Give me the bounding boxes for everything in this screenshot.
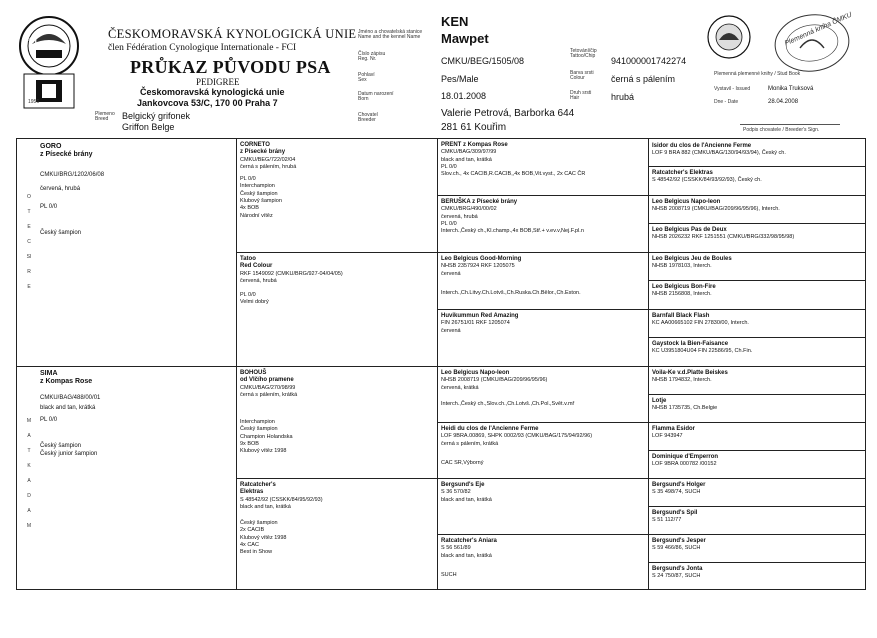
dog-name: Voila-Ke v.d.Platte Beiskes (652, 370, 728, 376)
row-divider (437, 534, 866, 535)
gen4-cell (652, 426, 695, 441)
col-divider-2 (437, 138, 438, 590)
dog-name: Barnfall Black Flash (652, 313, 710, 319)
dog-titles: SUCH (441, 571, 457, 578)
dog-titles: Interch.,Český ch.,Slov.ch.,Ch.Lotvš.,Ch.Pol.,Svět.v.mř (441, 400, 575, 407)
gen4-cell (652, 227, 794, 242)
fci-logo (18, 14, 80, 110)
sire-reg: CMKU/BRG/1202/06/08 (40, 172, 105, 178)
dog-colour: červená, krátká (441, 384, 479, 391)
dog-title: Český šampion (240, 426, 278, 433)
dog-name: Gaystock la Bien-Faisance (652, 341, 729, 347)
gen4-cell (652, 170, 762, 185)
sire-hd: PL 0/0 (40, 204, 58, 210)
seal-icon (706, 14, 752, 60)
dog-title: 9x BOB (240, 441, 259, 448)
dog-name: Leo Belgicus Napo-leon (652, 199, 721, 205)
dog-reg: S 36 570/82 (441, 489, 471, 496)
dog-hd: PL 0/0 (240, 292, 256, 299)
dog-title: Best in Show (240, 549, 273, 556)
row-divider (437, 195, 866, 196)
gen4-cell (652, 341, 752, 356)
dog-detail: NHSB 1735735, Ch.Belgie (652, 405, 718, 412)
dam-hd: PL 0/0 (40, 417, 58, 423)
dog-name: Bergsund's Holger (652, 482, 706, 488)
issuer-name: Českomoravská kynologická unie (140, 87, 285, 97)
gen4-cell (652, 370, 728, 385)
dog-detail: NHSB 2008719 (CMKU/BAG/209/96/95/96), Interch. (652, 206, 780, 213)
gen4-cell (652, 199, 780, 214)
issuer-address: Jankovcova 53/C, 170 00 Praha 7 (137, 98, 278, 108)
dog-detail: S 24 750/87, SUCH (652, 573, 701, 580)
dog-name-1: KEN (441, 14, 469, 29)
dob-label: Datum narození Born (358, 91, 394, 102)
chip-value: 941000001742274 (611, 56, 687, 66)
dog-detail: KC U3951804U04 FIN 22586/95, Ch.Fin. (652, 348, 753, 355)
dog-reg: CMKU/BEG/722/02/04 (240, 156, 296, 163)
dog-reg: NHSB 2357924 RKF 1205075 (441, 263, 515, 270)
dog-title: Interchampion (240, 419, 275, 426)
dob-value: 18.01.2008 (441, 91, 487, 101)
dog-title: Velmi dobrý (240, 299, 269, 306)
row-divider (648, 280, 866, 281)
row-divider (648, 166, 866, 167)
sign-label: Podpis chovatele / Breeder's Sign. (743, 127, 820, 133)
dog-reg: S 56 561/89 (441, 545, 471, 552)
dog-title: 4x CAC (240, 542, 259, 549)
dog-title: Champion Holandska (240, 433, 293, 440)
issued-by: Monika Truksová (768, 86, 814, 92)
dam-kennel: z Kompas Rose (40, 378, 93, 385)
breeder-label: Chovatel Breeder (358, 112, 378, 123)
coat-value: hrubá (611, 92, 635, 102)
dog-detail: S 51 112/77 (652, 517, 682, 524)
dog-reg: LOF 9BRA.00869, SHPK 0002/93 (CMKU/BAG/175/94/92/96) (441, 433, 593, 440)
breed-cz: Belgický grifonek (122, 111, 191, 121)
dog-colour: black and tan, krátká (441, 496, 492, 503)
dog-title: 4x BOB (240, 205, 259, 212)
row-divider (236, 478, 866, 479)
dam-title-2: Český junior šampion (40, 451, 98, 457)
dog-detail: S 59 466/86, SUCH (652, 545, 701, 552)
dog-name: BOHOUŠ (240, 370, 267, 376)
fci-logo-text: FCI (24, 36, 37, 45)
dog-name: Leo Belgicus Bon-Fire (652, 284, 716, 290)
reg-no: CMKU/BEG/1505/08 (441, 56, 525, 66)
breed-en: Griffon Belge (122, 122, 175, 132)
dog-name: Dominique d'Emperron (652, 454, 719, 460)
gen4-cell (652, 143, 786, 158)
dog-name: Ratcatcher's Elektras (652, 170, 713, 176)
breed-label: Plemeno Breed (95, 111, 115, 122)
dog-name: Lotje (652, 398, 667, 404)
dog-colour: černá s pálením, hrubá (240, 163, 297, 170)
dam-reg: CMKU/BAG/488/00/01 (40, 395, 101, 401)
col-divider-3 (648, 138, 649, 590)
dog-name: Leo Belgicus Good-Morning (441, 256, 522, 262)
dog-reg: CMKU/BAG/309/97/99 (441, 149, 497, 156)
dog-name: Ratcatcher's Aniara (441, 538, 497, 544)
sss-cell (441, 142, 585, 178)
dog-detail: NHSB 2026232 RKF 1251551 (CMKU/BRG/332/98/95/98) (652, 234, 795, 241)
gen4-cell (652, 510, 697, 525)
org-name: ČESKOMORAVSKÁ KYNOLOGICKÁ UNIE (108, 27, 357, 41)
doc-subtitle: PEDIGREE (196, 77, 240, 87)
dog-name-2: Mawpet (441, 31, 489, 46)
row-divider (648, 506, 866, 507)
ssd-cell (441, 199, 584, 235)
dog-colour: červená, hrubá (441, 213, 478, 220)
issued-label: Vystavil - Issued (714, 86, 751, 92)
dog-colour: černá s pálením, krátká (240, 391, 298, 398)
dog-titles: CAC SR,Výborný (441, 459, 484, 466)
dog-kennel: od Vlčího pramene (240, 377, 294, 384)
dog-hd: PL 0/0 (441, 220, 457, 227)
dog-name: Huvikummun Red Amazing (441, 313, 519, 319)
sds-cell (441, 256, 581, 297)
row-divider (648, 450, 866, 451)
dsd-cell (441, 426, 592, 467)
dog-colour: červená (441, 270, 461, 277)
dog-detail: NHSB 1978103, Interch. (652, 263, 712, 270)
gen4-cell (652, 284, 716, 299)
dam-cell (40, 370, 100, 458)
breeder-city: 281 61 Kouřim (441, 122, 507, 133)
dog-detail: S 48542/92 (CSSKK/84/93/92/93), Český ch. (652, 177, 762, 184)
gen4-cell (652, 313, 749, 328)
dog-reg: CMKU/BRG/490/00/02 (441, 206, 497, 213)
dog-title: 2x CACIB (240, 527, 265, 534)
issue-date: 28.04.2008 (768, 99, 799, 105)
sdd-cell (441, 313, 518, 335)
dd-cell (240, 482, 323, 557)
name-label: Jméno a chovatelská stanice Name and the kennel Name (358, 29, 423, 40)
gen4-cell (652, 482, 705, 497)
coat-label: Druh srsti Hair (570, 90, 592, 101)
date-label: Dne - Date (714, 99, 739, 105)
dog-detail: LOF 943947 (652, 433, 683, 440)
reg-label: Číslo zápisu Reg. Nr. (358, 51, 386, 62)
sire-colour: červená, hrubá (40, 186, 81, 192)
dog-name: Flamma Esidor (652, 426, 696, 432)
sex-label: Pohlaví Sex (358, 72, 375, 83)
sire-dam-divider (16, 366, 866, 367)
dog-title: Klubový vítěz 1998 (240, 448, 287, 455)
dog-name: Isidor du clos de l'Ancienne Ferme (652, 143, 752, 149)
dog-reg: CMKU/BAG/270/98/99 (240, 384, 296, 391)
sire-cell (40, 143, 104, 237)
stamp-text: Plemenná kniha ČMKU (783, 11, 854, 48)
dog-name: PRENT z Kompas Rose (441, 142, 508, 148)
colour-label: Barva srsti Colour (570, 70, 594, 81)
dog-detail: LOF 9BRA 000782 /00152 (652, 461, 717, 468)
dog-colour: black and tan, krátká (441, 552, 492, 559)
sire-kennel: z Písecké brány (40, 151, 93, 158)
dog-detail: KC AA00665102 FIN 27830/00, Interch. (652, 320, 749, 327)
dds-cell (441, 482, 492, 504)
dog-titles: Interch.,Český ch.,Kl.champ.,4x BOB,Stř.+ v.ev.v,Nej.F.pl.n (441, 228, 584, 235)
dam-side-label: MATKA DAM (26, 418, 32, 529)
dog-kennel: Elektras (240, 489, 264, 496)
dog-detail: S 35 498/74, SUCH (652, 489, 701, 496)
dam-title-1: Český šampion (40, 443, 82, 449)
dog-kennel: Red Colour (240, 263, 273, 270)
dog-name: BERUŠKA z Písecké brány (441, 199, 518, 205)
dog-name: Tatoo (240, 256, 256, 262)
dog-titles: Interch.,Ch.Litvy.Ch.Lotvš.,Ch.Ruska.Ch.Bělor.,Ch.Eston. (441, 289, 581, 296)
dog-colour: červená (441, 327, 461, 334)
dog-reg: NHSB 2008719 (CMKU/BAG/209/96/95/96) (441, 377, 548, 384)
dog-hd: PL 0/0 (240, 176, 256, 183)
logo-year: 1956 (28, 99, 40, 105)
dog-name: Ratcatcher's (240, 482, 276, 488)
stamp-label: Plemenná plemenné knihy / Stud Book (714, 71, 801, 77)
tattoo-label: Tetování/čip Tattoo/Chip (570, 48, 597, 59)
dog-title: Národní vítěz (240, 212, 273, 219)
dog-title: Klubový vítěz 1998 (240, 534, 287, 541)
dog-hd: PL 0/0 (441, 163, 457, 170)
dam-name: SIMA (40, 370, 58, 377)
row-divider (648, 562, 866, 563)
row-divider (236, 252, 866, 253)
ss-cell (240, 142, 296, 220)
dog-detail: NHSB 1794832, Interch. (652, 377, 712, 384)
row-divider (648, 223, 866, 224)
dog-reg: S 48542/92 (CSSKK/84/95/92/93) (240, 496, 323, 503)
dog-kennel: z Písecké brány (240, 149, 286, 156)
dog-name: Leo Belgicus Napo-leon (441, 370, 510, 376)
dog-title: Český šampion (240, 520, 278, 527)
dam-colour: black and tan, krátká (40, 405, 96, 411)
dog-detail: NHSB 2156808, Interch. (652, 291, 712, 298)
dog-name: CORNETO (240, 142, 270, 148)
dog-title: Český šampion (240, 190, 278, 197)
dog-name: Bergsund's Eje (441, 482, 485, 488)
dog-reg: RKF 1549092 (CMKU/BRG/927-04/04/05) (240, 270, 343, 277)
col-divider-1 (236, 138, 237, 590)
ds-cell (240, 370, 297, 456)
dog-colour: black and tan, krátká (441, 156, 492, 163)
dog-name: Heidi du clos de l'Ancienne Ferme (441, 426, 539, 432)
gen4-cell (652, 398, 717, 413)
ddd-cell (441, 538, 497, 579)
gen4-cell (652, 256, 732, 271)
dog-detail: LOF 9 BRA 882 (CMKU/BAG/130/94/93/94), Český ch. (652, 150, 786, 157)
dog-title: Klubový šampion (240, 198, 282, 205)
sex-value: Pes/Male (441, 74, 479, 84)
dog-title: Interchampion (240, 183, 275, 190)
org-member: člen Fédération Cynologique Internationale - FCI (108, 43, 297, 53)
doc-title: PRŮKAZ PŮVODU PSA (130, 57, 331, 77)
row-divider (437, 422, 866, 423)
row-divider (648, 394, 866, 395)
sign-line (740, 124, 840, 125)
dss-cell (441, 370, 574, 408)
dog-colour: černá s pálením, krátká (441, 440, 499, 447)
dog-titles: Slov.ch., 4x CACIB,R.CACIB,,4x BOB,Vit.vyst., 2x CAC ČR (441, 171, 586, 178)
gen4-cell (652, 538, 706, 553)
gen4-cell (652, 566, 702, 581)
sire-name: GORO (40, 143, 62, 150)
dog-colour: black and tan, krátká (240, 503, 291, 510)
dog-name: Bergsund's Spil (652, 510, 698, 516)
dog-colour: červená, hrubá (240, 277, 277, 284)
dog-name: Bergsund's Jesper (652, 538, 706, 544)
dog-reg: FIN 26751/01 RKF 1205074 (441, 320, 510, 327)
breeder-value: Valerie Petrová, Barborka 644 (441, 108, 575, 119)
sire-title: Český šampion (40, 230, 82, 236)
dog-name: Bergsund's Jonta (652, 566, 703, 572)
colour-value: černá s pálením (611, 74, 676, 84)
dog-name: Leo Belgicus Jeu de Boules (652, 256, 732, 262)
sd-cell (240, 256, 343, 307)
dog-name: Leo Belgicus Pas de Deux (652, 227, 727, 233)
row-divider (648, 337, 866, 338)
row-divider (437, 309, 866, 310)
gen4-cell (652, 454, 718, 469)
sire-side-label: OTEC SIRE (26, 194, 32, 290)
